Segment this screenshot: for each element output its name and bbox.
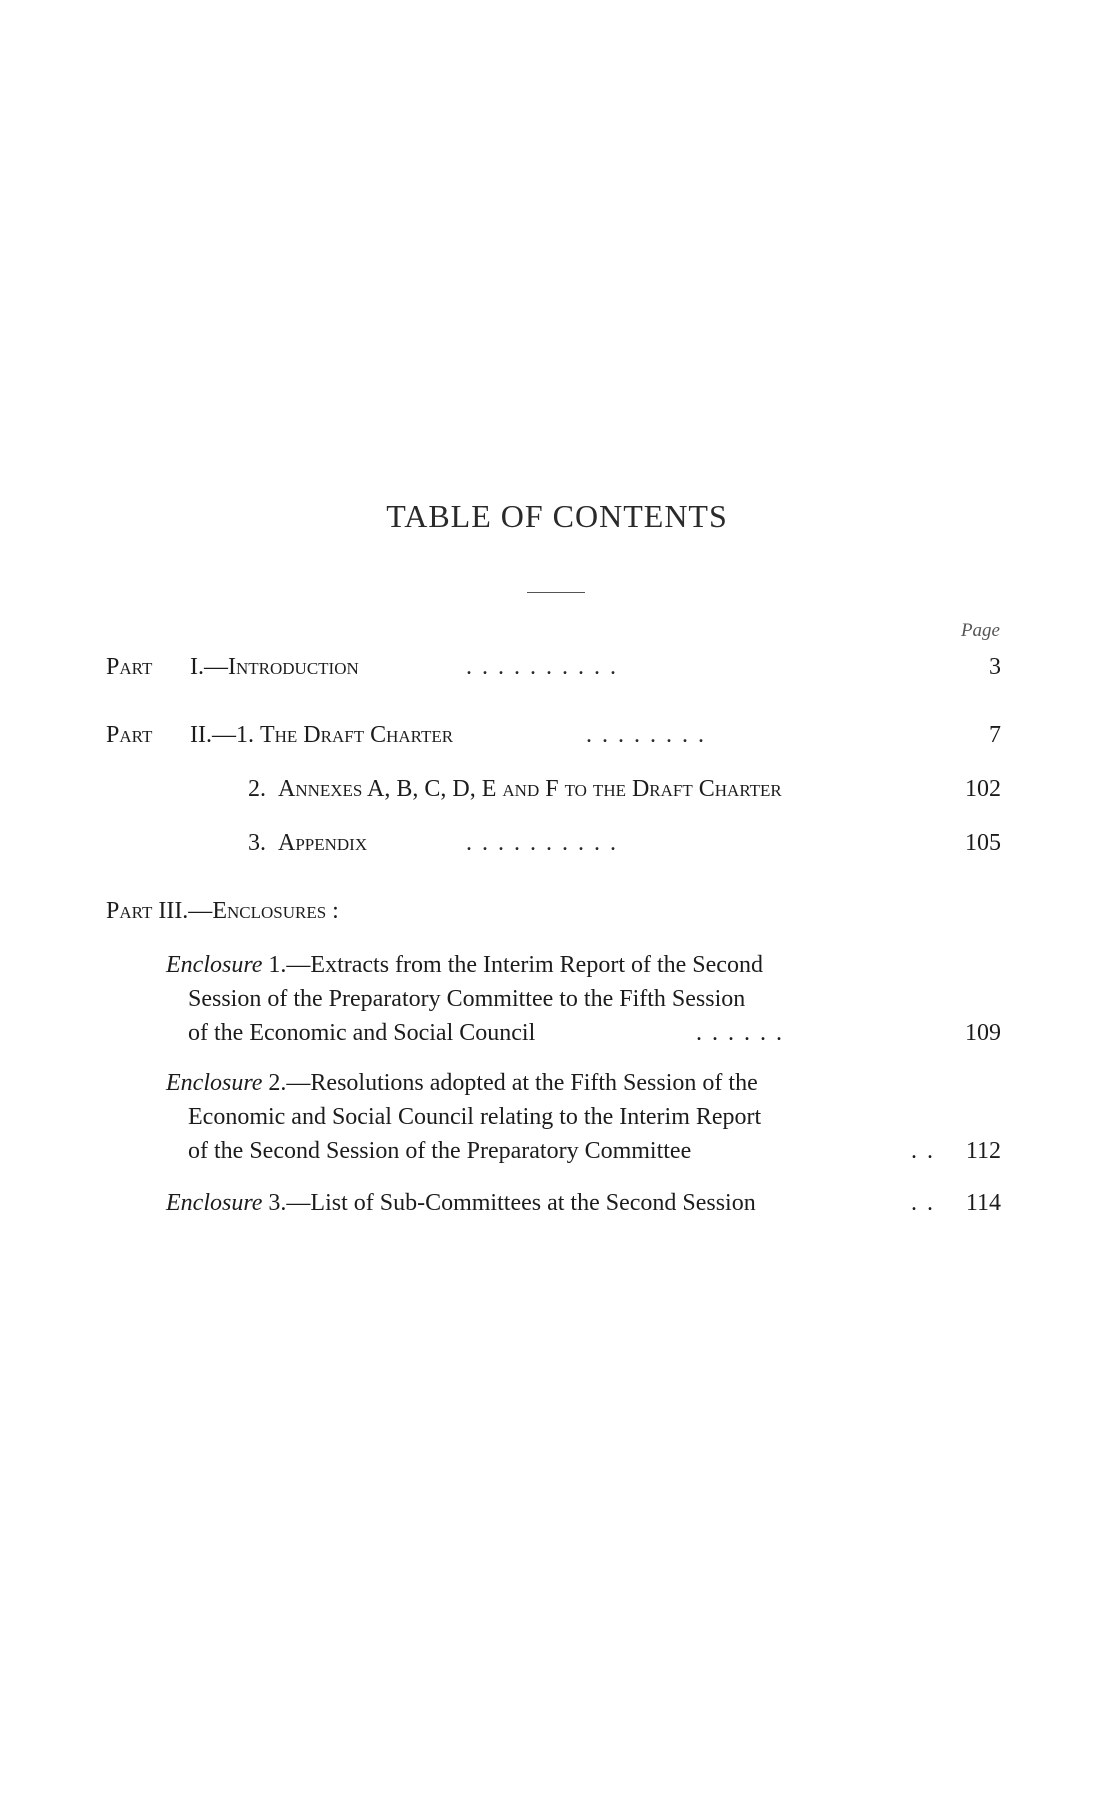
leader-dots: . . . . . . [696, 1020, 784, 1046]
enclosure-number: 2.— [268, 1070, 311, 1096]
page-number: 114 [965, 1190, 1001, 1216]
enclosure-label: Enclosure [166, 1070, 263, 1096]
toc-entry-enclosure-3[interactable] [166, 1186, 1001, 1220]
leader-dots: . . . . . . . . [586, 722, 706, 748]
leader-dots: . . . . . . . . . . [466, 830, 618, 856]
enclosure-label: Enclosure [166, 1190, 263, 1216]
page-column-label: Page [960, 620, 1000, 641]
page-number: 7 [989, 722, 1001, 748]
entry-title: Appendix [278, 830, 368, 856]
item-number: 1. [235, 722, 254, 748]
page-number: 109 [965, 1020, 1001, 1046]
leader-dots: . . . . . . . . . . [466, 654, 618, 680]
part-label: Part [106, 654, 153, 680]
enclosure-text-line: Resolutions adopted at the Fifth Session of the [310, 1070, 758, 1096]
item-number: 3. [248, 830, 266, 856]
enclosure-number: 3.— [268, 1190, 311, 1216]
enclosure-text-line: Economic and Social Council relating to the Interim Report [188, 1104, 762, 1130]
enclosure-text-line: of the Economic and Social Council [188, 1020, 536, 1046]
item-number: 2. [248, 776, 266, 802]
enclosure-text-line: Extracts from the Interim Report of the Second [310, 952, 763, 978]
part-label: Part [106, 898, 153, 924]
enclosure-text-line: of the Second Session of the Preparatory Committee [188, 1138, 692, 1164]
toc-entry-enclosure-2[interactable] [166, 1066, 1001, 1168]
title-rule [527, 592, 585, 593]
toc-entry-part-1[interactable] [106, 650, 1001, 684]
enclosure-label: Enclosure [166, 952, 263, 978]
entry-title: Annexes A, B, C, D, E and F to the Draft Charter [278, 776, 782, 802]
entry-title: The Draft Charter [259, 722, 454, 748]
part-numeral: I.— [190, 654, 228, 680]
entry-title: Enclosures : [212, 898, 339, 924]
enclosure-number: 1.— [268, 952, 311, 978]
part-label: Part [106, 722, 153, 748]
page-number: 105 [965, 830, 1001, 856]
part-numeral: II.— [190, 722, 236, 748]
enclosure-text-line: Session of the Preparatory Committee to the Fifth Session [188, 986, 746, 1012]
toc-entry-part-3 [106, 894, 1001, 928]
part-numeral: III.— [158, 898, 213, 924]
toc-entry-part-2-2[interactable] [106, 772, 1001, 806]
page-title: TABLE OF CONTENTS [386, 498, 728, 534]
enclosure-text-line: List of Sub-Committees at the Second Session [310, 1190, 756, 1216]
page-number: 102 [965, 776, 1001, 802]
page-number: 112 [965, 1138, 1001, 1164]
entry-title: Introduction [228, 654, 359, 680]
toc-entry-part-2-1[interactable] [106, 718, 1001, 752]
toc-entry-part-2-3[interactable] [106, 826, 1001, 860]
leader-dots: . . [911, 1138, 935, 1164]
page-number: 3 [989, 654, 1001, 680]
toc-entry-enclosure-1[interactable] [166, 948, 1001, 1050]
leader-dots: . . [911, 1190, 935, 1216]
